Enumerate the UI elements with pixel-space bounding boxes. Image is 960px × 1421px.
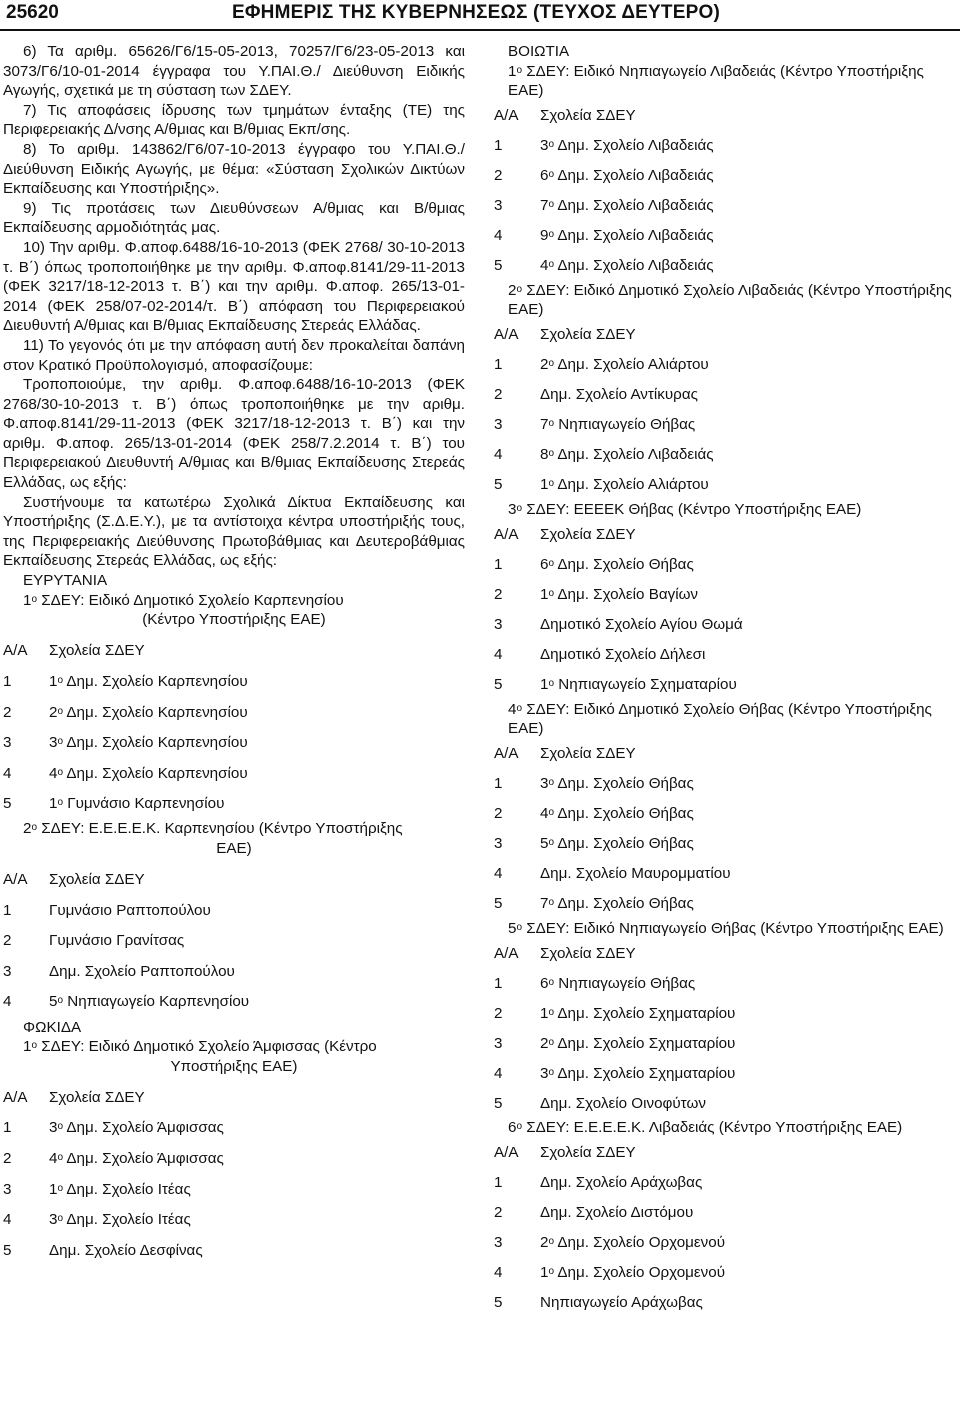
row-number: 2 [494,1204,503,1222]
school-name: $6^o$ Δημ. Σχολείο Λιβαδειάς [540,166,714,184]
table-row [3,1205,465,1236]
school-name: $1^o$ Γυμνάσιο Καρπενησίου [49,795,225,813]
school-name: Δημ. Σχολείο Δεσφίνας [49,1241,203,1259]
school-name: Δημοτικό Σχολείο Δήλεσι [540,645,706,663]
table-row [494,829,956,859]
left-column [3,42,465,1266]
table-row [3,1144,465,1175]
school-name: $9^o$ Δημ. Σχολείο Λιβαδειάς [540,226,714,244]
paragraph-6: 6) Τα αριθμ. 65626/Γ6/15-05-2013, 70257/Γ6/23-05-2013 και 3073/Γ6/10-01-2014 έγγραφα του Υ.ΠΑΙ.Θ./ Διεύθυνση Ειδικής Αγωγής, σχετικά με τη σύσταση των ΣΔΕΥ. [3,43,465,100]
school-name: $4^o$ Δημ. Σχολείο Λιβαδειάς [540,256,714,274]
gazette-title: ΕΦΗΜΕΡΙΣ ΤΗΣ ΚΥΒΕΡΝΗΣΕΩΣ (ΤΕΥΧΟΣ ΔΕΥΤΕΡΟ) [232,2,720,23]
school-name: $2^o$ Δημ. Σχολείο Καρπενησίου [49,703,248,721]
row-number: 5 [494,256,503,274]
right-column [494,42,956,1318]
row-number: 2 [3,1150,12,1167]
school-name: $7^o$ Δημ. Σχολείο Θήβας [540,894,694,912]
school-name: $2^o$ Δημ. Σχολείο Σχηματαρίου [540,1034,736,1052]
table-row [494,1198,956,1228]
row-number: 1 [494,356,503,374]
table-row [494,580,956,610]
table-row [494,1168,956,1198]
table-row [494,1288,956,1318]
table-row [494,799,956,829]
table-row [494,440,956,470]
table-header-row [494,101,956,131]
paragraph-10: 10) Την αριθμ. Φ.αποφ.6488/16-10-2013 (ΦΕΚ 2768/ 30-10-2013 τ. Β΄) όπως τροποποιήθηκε με την αριθμ. Φ.αποφ.8141/29-11-2013 (ΦΕΚ 3217/18-12-2013 τ. Β΄) και την αριθμ. Φ.αποφ. 265/13-01-2014 (ΦΕΚ 258/07-02-2014/τ. Β΄) απόφαση του Περιφερειακού Διευθυντή Α/θμιας και Β/θμιας Εκπαίδευσης Στερεάς Ελλάδας. [3,238,465,335]
column-header-schools: Σχολεία ΣΔΕΥ [540,944,636,962]
table-row [494,131,956,161]
schools-table-viotia-4 [494,739,956,919]
column-header-number: Α/Α [494,326,519,344]
school-name: $1^o$ Δημ. Σχολείο Ορχομενού [540,1264,726,1282]
table-row [494,470,956,500]
row-number: 3 [494,416,503,434]
paragraph-7: 7) Τις αποφάσεις ίδρυσης των τμημάτων ένταξης (ΤΕ) της Περιφερειακής Δ/νσης Α/θμιας και Β/θμιας Εκπ/σης. [3,101,465,139]
sdeu-heading-evrytania-2-line2: ΕΑΕ) [216,839,252,857]
paragraph-9: 9) Τις προτάσεις των Διευθύνσεων Α/θμιας και Β/θμιας Εκπαίδευσης αρμοδιότητάς μας. [3,199,465,237]
sdeu-heading-evrytania-2: $2^o$ ΣΔΕΥ: Ε.Ε.Ε.Ε.Κ. Καρπενησίου (Κέντρο Υποστήριξης [23,820,403,838]
row-number: 1 [3,672,12,690]
page-header [0,0,960,30]
row-number: 1 [3,1119,12,1137]
row-number: 4 [494,1064,503,1082]
column-header-number: Α/Α [3,1088,28,1106]
table-row [3,926,465,957]
table-header-row [3,865,465,896]
table-header-row [3,636,465,667]
table-row [494,1228,956,1258]
table-row [494,859,956,889]
school-name: $3^o$ Δημ. Σχολείο Καρπενησίου [49,734,248,752]
row-number: 5 [494,1094,503,1112]
table-row [3,987,465,1018]
row-number: 4 [3,764,12,782]
school-name: $2^o$ Δημ. Σχολείο Ορχομενού [540,1234,726,1252]
row-number: 5 [494,476,503,494]
school-name: Δημ. Σχολείο Μαυρομματίου [540,864,731,882]
table-row [494,380,956,410]
school-name: $3^o$ Δημ. Σχολείο Σχηματαρίου [540,1064,736,1082]
row-number: 3 [494,196,503,214]
table-header-row [494,739,956,769]
table-row [494,191,956,221]
table-row [3,1174,465,1205]
school-name: $1^o$ Νηπιαγωγείο Σχηματαρίου [540,675,737,693]
column-header-schools: Σχολεία ΣΔΕΥ [540,525,636,543]
sdeu-heading-viotia-1: $1^o$ ΣΔΕΥ: Ειδικό Νηπιαγωγείο Λιβαδειάς (Κέντρο Υποστήριξης ΕΑΕ) [508,62,924,100]
school-name: $1^o$ Δημ. Σχολείο Ιτέας [49,1180,191,1198]
page-number: 25620 [6,2,59,23]
row-number: 1 [494,1174,503,1192]
table-header-row [494,938,956,968]
table-row [3,789,465,820]
table-row [494,998,956,1028]
column-header-number: Α/Α [494,1144,519,1162]
school-name: $4^o$ Δημ. Σχολείο Θήβας [540,804,694,822]
schools-table-viotia-6 [494,1138,956,1318]
schools-table-evrytania-1 [3,636,465,820]
column-header-schools: Σχολεία ΣΔΕΥ [540,1144,636,1162]
school-name: Δημ. Σχολείο Αράχωβας [540,1174,703,1192]
row-number: 4 [3,1211,12,1229]
table-row [3,1235,465,1266]
row-number: 2 [494,166,503,184]
row-number: 1 [3,901,12,919]
table-row [494,670,956,700]
row-number: 5 [494,1294,503,1312]
row-number: 2 [494,1004,503,1022]
row-number: 4 [494,864,503,882]
row-number: 2 [494,804,503,822]
table-row [494,1058,956,1088]
sdeu-heading-viotia-3: $3^o$ ΣΔΕΥ: ΕΕΕΕΚ Θήβας (Κέντρο Υποστήριξης ΕΑΕ) [508,500,862,518]
sdeu-heading-viotia-5: $5^o$ ΣΔΕΥ: Ειδικό Νηπιαγωγείο Θήβας (Κέντρο Υποστήριξης ΕΑΕ) [508,919,944,937]
row-number: 2 [3,932,12,950]
sdeu-heading-fokida-1-line2: Υποστήριξης ΕΑΕ) [170,1057,298,1075]
school-name: $7^o$ Νηπιαγωγείο Θήβας [540,416,696,434]
table-row [494,1258,956,1288]
table-row [494,610,956,640]
table-row [494,161,956,191]
row-number: 5 [3,795,12,813]
column-header-schools: Σχολεία ΣΔΕΥ [540,744,636,762]
sdeu-heading-evrytania-1-line2: (Κέντρο Υποστήριξης ΕΑΕ) [142,611,326,629]
table-row [3,728,465,759]
school-name: Δημ. Σχολείο Ραπτοπούλου [49,962,235,980]
table-row [3,1113,465,1144]
sdeu-heading-viotia-4: $4^o$ ΣΔΕΥ: Ειδικό Δημοτικό Σχολείο Θήβας (Κέντρο Υποστήριξης ΕΑΕ) [508,700,932,738]
region-heading-viotia: ΒΟΙΩΤΙΑ [508,43,570,60]
school-name: Γυμνάσιο Γρανίτσας [49,932,185,950]
school-name: Δημ. Σχολείο Οινοφύτων [540,1094,706,1112]
school-name: Δημ. Σχολείο Αντίκυρας [540,386,698,404]
column-header-number: Α/Α [494,744,519,762]
row-number: 4 [494,446,503,464]
row-number: 4 [3,993,12,1011]
table-header-row [494,520,956,550]
school-name: $3^o$ Δημ. Σχολείο Θήβας [540,774,694,792]
row-number: 3 [494,615,503,633]
school-name: $5^o$ Δημ. Σχολείο Θήβας [540,834,694,852]
table-header-row [494,1138,956,1168]
table-row [3,956,465,987]
row-number: 3 [494,834,503,852]
school-name: Νηπιαγωγείο Αράχωβας [540,1294,703,1312]
school-name: $3^o$ Δημ. Σχολείο Ιτέας [49,1211,191,1229]
row-number: 1 [494,136,503,154]
school-name: $3^o$ Δημ. Σχολείο Λιβαδειάς [540,136,714,154]
table-row [494,1028,956,1058]
row-number: 3 [494,1234,503,1252]
row-number: 2 [3,703,12,721]
row-number: 3 [3,734,12,752]
table-row [494,350,956,380]
schools-table-viotia-5 [494,938,956,1118]
table-row [494,550,956,580]
region-heading-fokida: ΦΩΚΙΔΑ [23,1018,82,1036]
row-number: 5 [3,1241,12,1259]
school-name: $1^o$ Δημ. Σχολείο Σχηματαρίου [540,1004,736,1022]
school-name: $1^o$ Δημ. Σχολείο Καρπενησίου [49,672,248,690]
table-row [494,221,956,251]
paragraph-8: 8) Το αριθμ. 143862/Γ6/07-10-2013 έγγραφο του Υ.ΠΑΙ.Θ./ Διεύθυνση Ειδικής Αγωγής, με θέμα: «Σύσταση Σχολικών Δικτύων Εκπαίδευσης και Υποστήριξης». [3,140,465,198]
region-heading-evrytania: ΕΥΡΥΤΑΝΙΑ [23,572,108,590]
table-header-row [3,1082,465,1113]
school-name: $6^o$ Δημ. Σχολείο Θήβας [540,555,694,573]
schools-table-evrytania-2 [3,865,465,1018]
table-row [494,968,956,998]
sdeu-heading-viotia-6: $6^o$ ΣΔΕΥ: Ε.Ε.Ε.Ε.Κ. Λιβαδειάς (Κέντρο Υποστήριξης ΕΑΕ) [508,1119,903,1137]
school-name: Γυμνάσιο Ραπτοπούλου [49,901,211,919]
row-number: 5 [494,675,503,693]
table-header-row [494,320,956,350]
school-name: $1^o$ Δημ. Σχολείο Βαγίων [540,585,699,603]
row-number: 5 [494,894,503,912]
schools-table-fokida-1 [3,1082,465,1266]
column-header-number: Α/Α [494,944,519,962]
row-number: 1 [494,974,503,992]
column-header-number: Α/Α [3,642,28,660]
school-name: $8^o$ Δημ. Σχολείο Λιβαδειάς [540,446,714,464]
table-row [3,758,465,789]
column-header-schools: Σχολεία ΣΔΕΥ [540,106,636,124]
school-name: $4^o$ Δημ. Σχολείο Καρπενησίου [49,764,248,782]
schools-table-viotia-2 [494,320,956,500]
school-name: $2^o$ Δημ. Σχολείο Αλιάρτου [540,356,709,374]
school-name: $5^o$ Νηπιαγωγείο Καρπενησίου [49,993,250,1011]
row-number: 4 [494,226,503,244]
school-name: $6^o$ Νηπιαγωγείο Θήβας [540,974,696,992]
table-row [494,769,956,799]
table-row [494,640,956,670]
row-number: 3 [3,962,12,980]
column-header-schools: Σχολεία ΣΔΕΥ [49,642,145,660]
column-header-number: Α/Α [3,871,28,889]
column-header-schools: Σχολεία ΣΔΕΥ [540,326,636,344]
row-number: 3 [3,1180,12,1198]
table-row [3,895,465,926]
school-name: $7^o$ Δημ. Σχολείο Λιβαδειάς [540,196,714,214]
schools-table-viotia-3 [494,520,956,700]
table-row [494,889,956,919]
row-number: 1 [494,774,503,792]
school-name: $1^o$ Δημ. Σχολείο Αλιάρτου [540,476,709,494]
table-row [494,410,956,440]
schools-table-viotia-1 [494,101,956,281]
decision-paragraph-2: Συστήνουμε τα κατωτέρω Σχολικά Δίκτυα Εκπαίδευσης και Υποστήριξης (Σ.Δ.Ε.Υ.), με τα αντίστοιχα κέντρα υποστήριξής τους, της Περιφερειακής Διεύθυνσης Πρωτοβάθμιας και Δευτεροβάθμιας Εκπαίδευσης Στερεάς Ελλάδας, ως εξής: [3,493,465,570]
school-name: $4^o$ Δημ. Σχολείο Άμφισσας [49,1150,224,1167]
school-name: Δημοτικό Σχολείο Αγίου Θωμά [540,615,743,633]
viotia-sections [494,62,956,1318]
sdeu-heading-fokida-1: $1^o$ ΣΔΕΥ: Ειδικό Δημοτικό Σχολείο Άμφισσας (Κέντρο [23,1038,377,1056]
row-number: 4 [494,645,503,663]
decision-paragraph-1: Τροποποιούμε, την αριθμ. Φ.αποφ.6488/16-10-2013 (ΦΕΚ 2768/30-10-2013 τ. Β΄) όπως τροποποιήθηκε με την αριθμ. Φ.αποφ.8141/29-11-2013 (ΦΕΚ 3217/18-12-2013 τ. Β΄) και την αριθμ. Φ.αποφ. 265/13-01-2014 (ΦΕΚ 258/7.2.2014 τ. Β΄) του Περιφερειακού Διευθυντή Α/θμιας και Β/θμιας Εκπαίδευσης Στερεάς Ελλάδας, ως εξής: [3,376,465,492]
table-row [494,1088,956,1118]
sdeu-heading-evrytania-1: $1^o$ ΣΔΕΥ: Ειδικό Δημοτικό Σχολείο Καρπενησίου [23,591,344,609]
row-number: 3 [494,1034,503,1052]
row-number: 2 [494,386,503,404]
column-header-number: Α/Α [494,106,519,124]
row-number: 4 [494,1264,503,1282]
table-row [3,666,465,697]
column-header-schools: Σχολεία ΣΔΕΥ [49,1088,145,1106]
header-rule [0,29,960,31]
table-row [3,697,465,728]
column-header-number: Α/Α [494,525,519,543]
school-name: $3^o$ Δημ. Σχολείο Άμφισσας [49,1119,224,1137]
school-name: Δημ. Σχολείο Διστόμου [540,1204,694,1222]
column-header-schools: Σχολεία ΣΔΕΥ [49,871,145,889]
table-row [494,251,956,281]
sdeu-heading-viotia-2: $2^o$ ΣΔΕΥ: Ειδικό Δημοτικό Σχολείο Λιβαδειάς (Κέντρο Υποστήριξης ΕΑΕ) [508,281,952,319]
paragraph-11: 11) Το γεγονός ότι με την απόφαση αυτή δεν προκαλείται δαπάνη στον Κρατικό Προϋπολογισμό, αποφασίζουμε: [3,336,465,374]
row-number: 2 [494,585,503,603]
row-number: 1 [494,555,503,573]
